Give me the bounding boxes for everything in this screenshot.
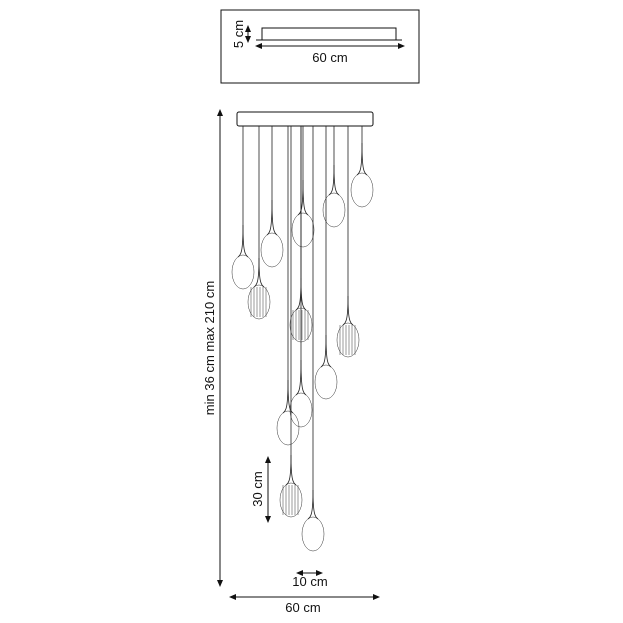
top-width-label: 60 cm — [312, 50, 348, 65]
pendant-neck — [296, 360, 301, 395]
pendant-neck — [298, 180, 303, 215]
pendant-shade — [277, 411, 299, 445]
top-view — [221, 10, 419, 83]
pendant-neck — [303, 180, 308, 215]
pendant-neck — [301, 278, 306, 310]
pendant-shade — [261, 233, 283, 267]
pendant-shade — [351, 173, 373, 207]
pendant-shade — [280, 483, 302, 517]
pendant-shade — [302, 517, 324, 551]
pendant-neck — [343, 296, 348, 325]
pendant-neck — [243, 225, 248, 257]
pendant-shade — [337, 323, 359, 357]
pendant-neck — [321, 335, 326, 367]
side-view — [202, 112, 377, 615]
canopy — [237, 112, 373, 126]
overall-width-label: 60 cm — [285, 600, 321, 615]
shade-width-label: 10 cm — [292, 574, 328, 589]
pendant-neck — [259, 258, 264, 287]
pendant-neck — [348, 296, 353, 325]
pendant-neck — [326, 335, 331, 367]
pendant-neck — [288, 380, 293, 413]
pendant-neck — [301, 360, 306, 395]
pendant-neck — [308, 490, 313, 519]
pendant-neck — [334, 165, 339, 195]
overall-height-label: min 36 cm max 210 cm — [202, 280, 217, 416]
pendant-neck — [291, 455, 296, 485]
pendant-neck — [238, 225, 243, 257]
pendant-shade — [232, 255, 254, 289]
pendant-neck — [267, 200, 272, 235]
shade-height-label: 30 cm — [250, 471, 265, 507]
pendant-neck — [286, 455, 291, 485]
pendant-neck — [313, 490, 318, 519]
pendant-neck — [296, 278, 301, 310]
pendant-shade — [315, 365, 337, 399]
pendant-neck — [329, 165, 334, 195]
pendant-shade — [292, 213, 314, 247]
pendant-neck — [362, 143, 367, 175]
pendant-shade — [248, 285, 270, 319]
pendant-neck — [357, 143, 362, 175]
pendant-neck — [283, 380, 288, 413]
pendant-neck — [254, 258, 259, 287]
pendant-neck — [272, 200, 277, 235]
top-height-label: 5 cm — [231, 19, 246, 49]
pendant-shade — [290, 393, 312, 427]
